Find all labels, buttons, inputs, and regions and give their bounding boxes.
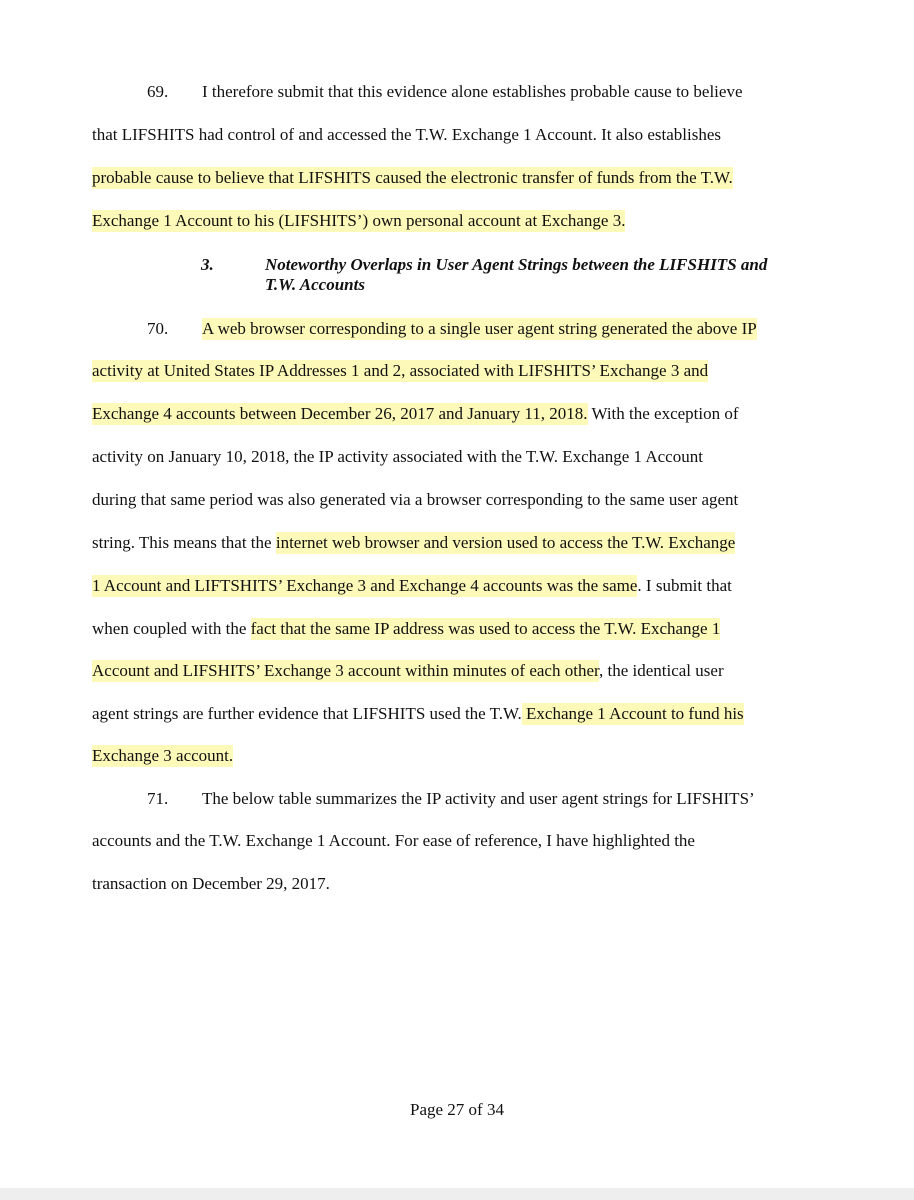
paragraph-70-text-3: With the exception of bbox=[587, 404, 739, 423]
highlight-70-h: Exchange 1 Account to fund his bbox=[521, 704, 744, 723]
paragraph-69-line-3 bbox=[92, 167, 733, 189]
bottom-edge-bar bbox=[0, 1188, 914, 1200]
highlight-69-b: Exchange 1 Account to his (LIFSHITS’) own personal account at Exchange 3. bbox=[92, 211, 626, 230]
highlight-70-b: activity at United States IP Addresses 1 and 2, associated with LIFSHITS’ Exchange 3 and bbox=[92, 361, 709, 380]
section-number: 3. bbox=[201, 255, 214, 274]
paragraph-69-text-1: I therefore submit that this evidence alone establishes probable cause to believe bbox=[202, 82, 743, 101]
paragraph-70-line-9 bbox=[92, 660, 724, 682]
highlight-70-g: Account and LIFSHITS’ Exchange 3 account within minutes of each other bbox=[92, 661, 599, 680]
section-title-line-1: Noteworthy Overlaps in User Agent Strings between the LIFSHITS and bbox=[265, 255, 768, 274]
paragraph-70-line-10 bbox=[92, 703, 744, 725]
highlight-70-c: Exchange 4 accounts between December 26, 2017 and January 11, 2018. bbox=[92, 404, 588, 423]
paragraph-70-text-7: . I submit that bbox=[637, 576, 732, 595]
paragraph-number-69: 69. bbox=[147, 82, 169, 101]
paragraph-69-line-2: that LIFSHITS had control of and accessed the T.W. Exchange 1 Account. It also establishes bbox=[92, 125, 721, 144]
section-heading-3 bbox=[201, 255, 767, 275]
highlight-70-a: A web browser corresponding to a single user agent string generated the above IP bbox=[202, 319, 757, 338]
paragraph-70-line-7 bbox=[92, 575, 732, 597]
paragraph-70-line-6 bbox=[92, 532, 735, 554]
paragraph-71-line-2: accounts and the T.W. Exchange 1 Account. For ease of reference, I have highlighted the bbox=[92, 831, 695, 850]
paragraph-69-line-4 bbox=[92, 210, 625, 232]
paragraph-number-71: 71. bbox=[147, 789, 169, 808]
paragraph-70-line-4: activity on January 10, 2018, the IP activity associated with the T.W. Exchange 1 Account bbox=[92, 447, 703, 466]
paragraph-70-text-10: agent strings are further evidence that LIFSHITS used the T.W. bbox=[92, 704, 522, 723]
paragraph-70-text-8: when coupled with the bbox=[92, 619, 251, 638]
paragraph-69-line-1 bbox=[147, 81, 743, 103]
highlight-70-e: 1 Account and LIFTSHITS’ Exchange 3 and Exchange 4 accounts was the same bbox=[92, 576, 638, 595]
highlight-69-a: probable cause to believe that LIFSHITS caused the electronic transfer of funds from the T.W. bbox=[92, 168, 733, 187]
paragraph-70-line-3 bbox=[92, 403, 739, 425]
paragraph-70-line-8 bbox=[92, 618, 720, 640]
paragraph-71-line-1 bbox=[147, 788, 755, 810]
paragraph-70-text-6: string. This means that the bbox=[92, 533, 276, 552]
paragraph-70-line-2 bbox=[92, 360, 708, 382]
paragraph-70-line-5: during that same period was also generated via a browser corresponding to the same user agent bbox=[92, 490, 739, 509]
paragraph-71-line-3: transaction on December 29, 2017. bbox=[92, 874, 330, 893]
paragraph-number-70: 70. bbox=[147, 319, 169, 338]
highlight-70-i: Exchange 3 account. bbox=[92, 746, 234, 765]
highlight-70-f: fact that the same IP address was used to access the T.W. Exchange 1 bbox=[250, 619, 721, 638]
paragraph-70-line-11 bbox=[92, 745, 233, 767]
paragraph-71-text-1: The below table summarizes the IP activity and user agent strings for LIFSHITS’ bbox=[202, 789, 755, 808]
paragraph-70-line-1 bbox=[147, 318, 757, 340]
section-title-line-2: T.W. Accounts bbox=[265, 275, 365, 294]
paragraph-70-text-9: , the identical user bbox=[598, 661, 724, 680]
highlight-70-d: internet web browser and version used to access the T.W. Exchange bbox=[275, 533, 736, 552]
page-number-footer: Page 27 of 34 bbox=[410, 1100, 504, 1119]
